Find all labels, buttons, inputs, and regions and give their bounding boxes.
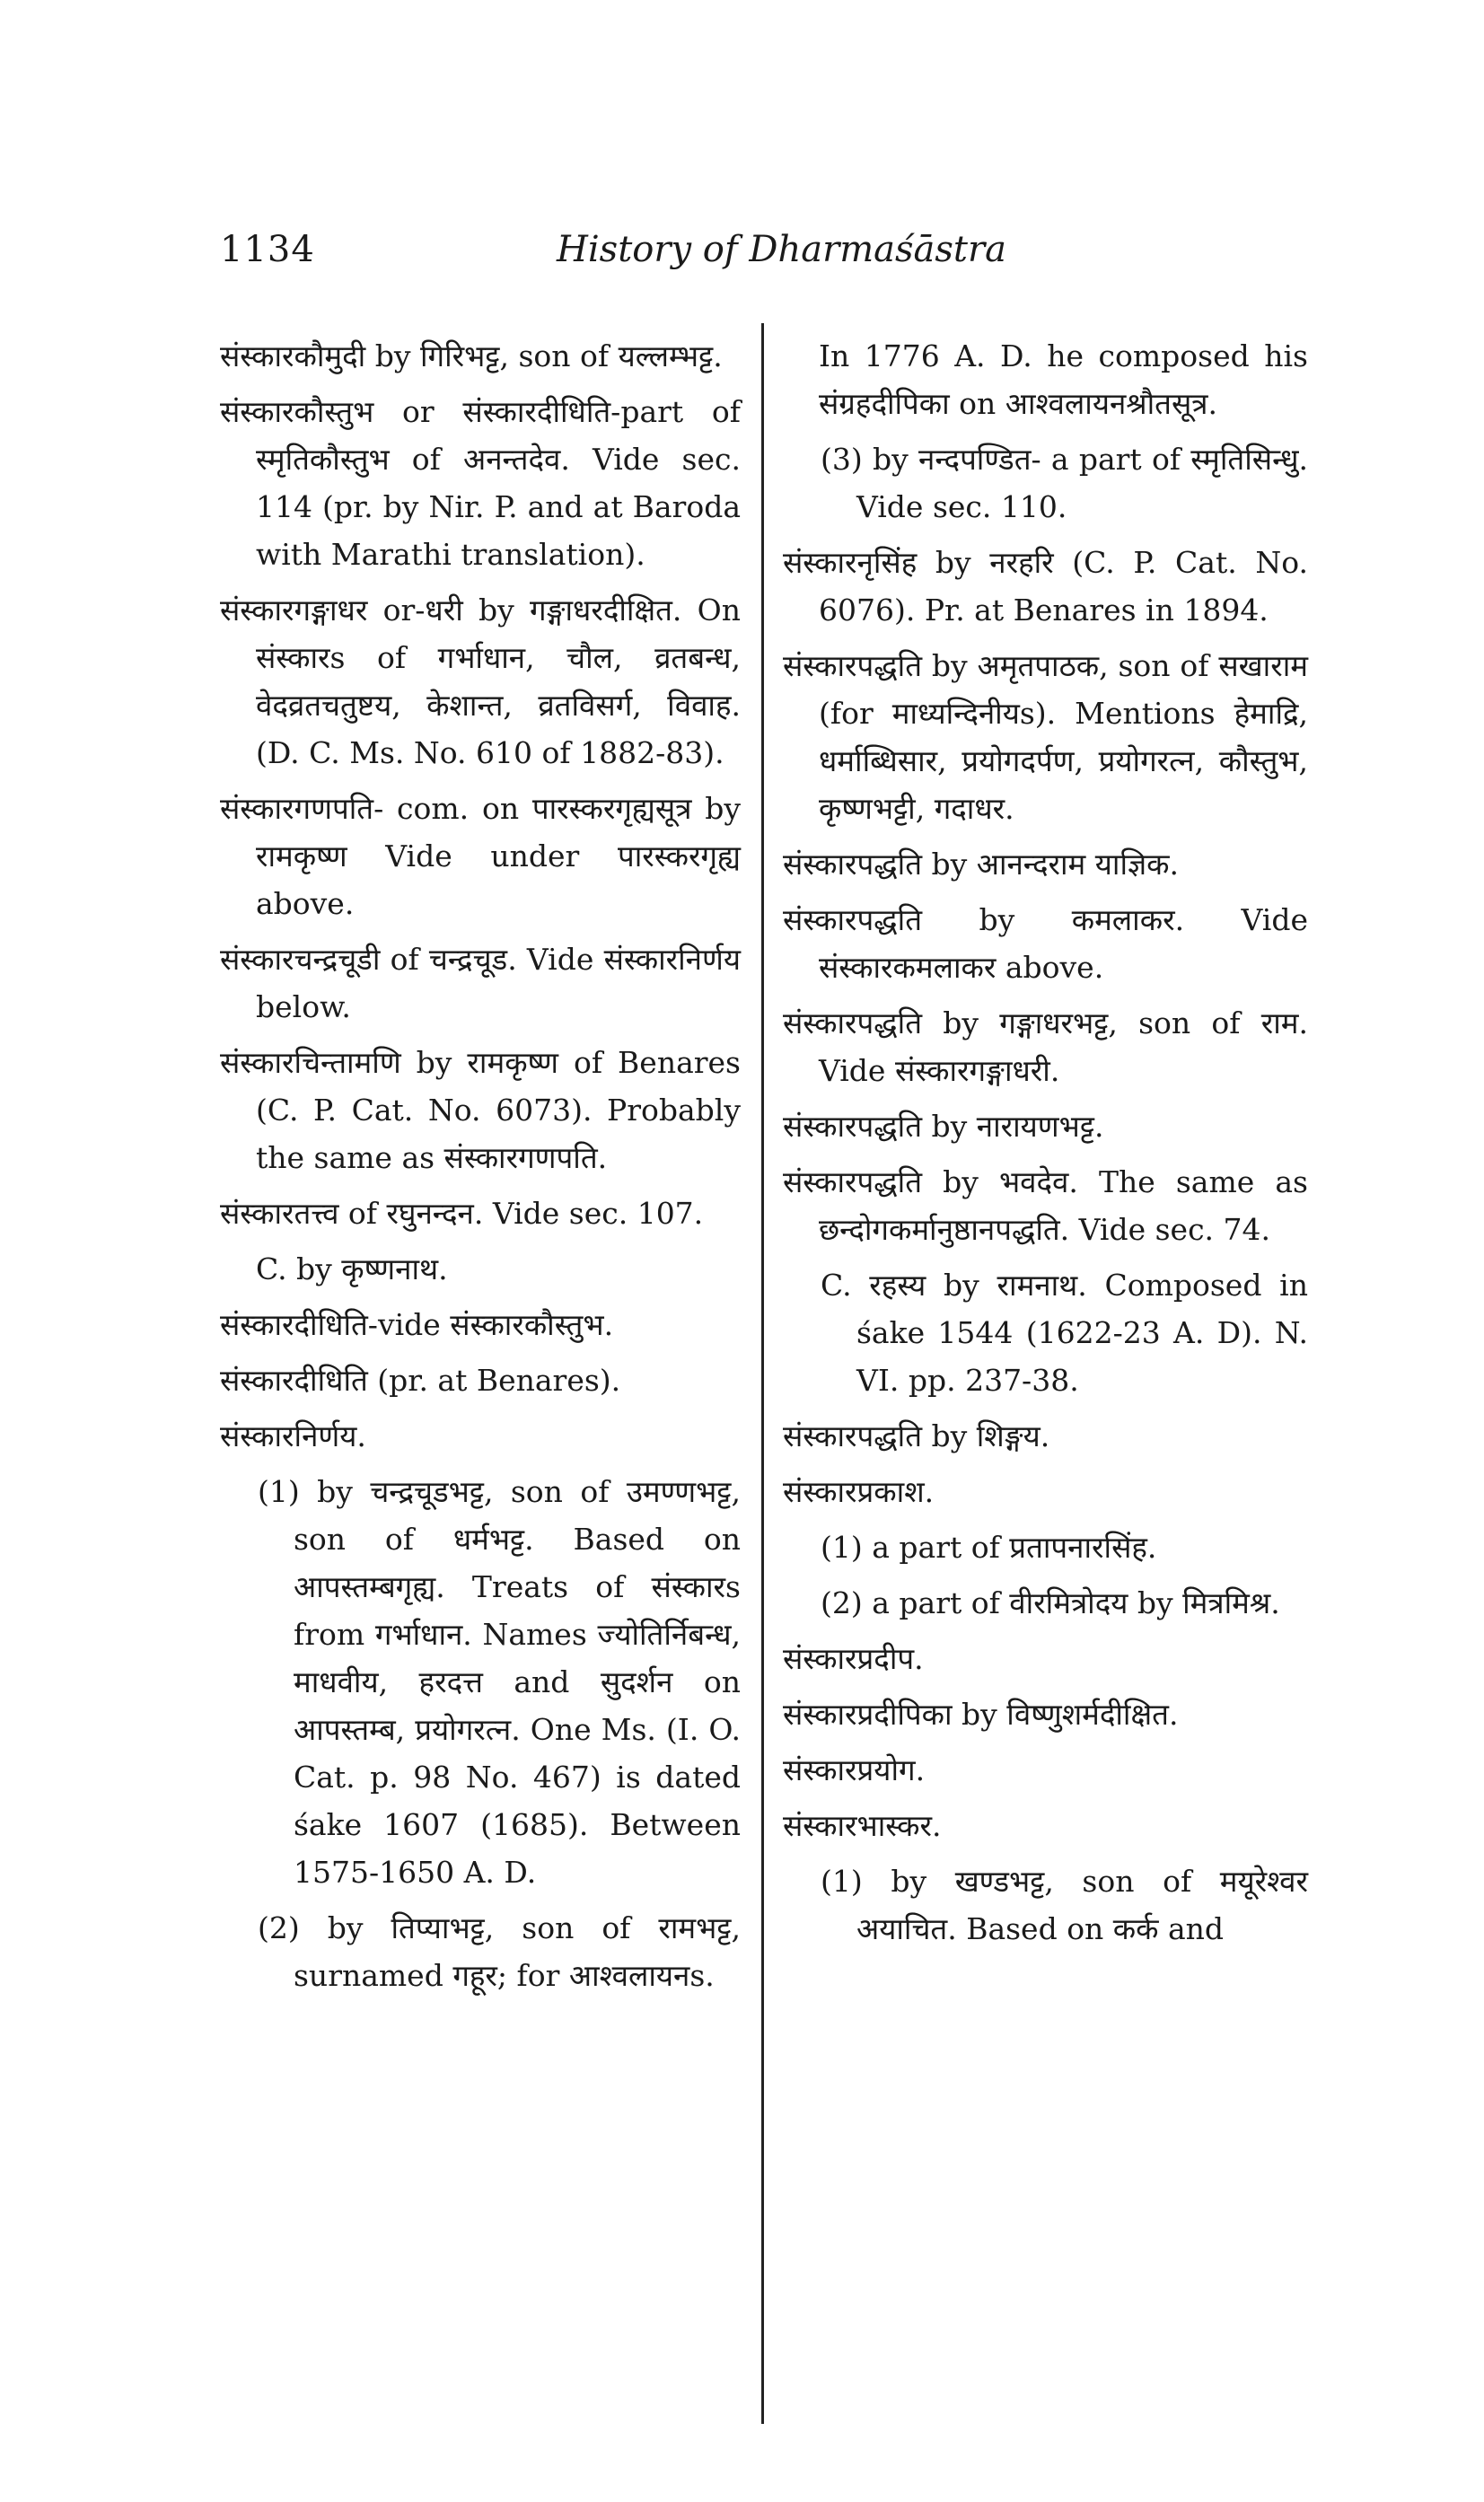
index-entry: संस्कारप्रदीप. (783, 1641, 924, 1676)
index-entry: संस्कारनृसिंह by नरहरि (C. P. Cat. No. 6076). Pr. at Benares in 1894. (783, 545, 1308, 628)
index-entry: संस्कारपद्धति by आनन्दराम याज्ञिक. (783, 847, 1179, 882)
index-entry: संस्कारप्रयोग. (783, 1752, 926, 1787)
index-entry: संस्कारभास्कर. (783, 1808, 942, 1843)
index-entry: संस्कारप्रकाश. (783, 1474, 935, 1509)
index-subentry: C. रहस्य by रामनाथ. Composed in śake 1544 (1622-23 A. D). N. VI. pp. 237-38. (821, 1268, 1308, 1398)
index-entry: संस्कारपद्धति by नारायणभट्ट. (783, 1109, 1104, 1144)
index-subentry: (1) a part of प्रतापनारसिंह. (821, 1530, 1157, 1565)
index-entry: संस्कारतत्त्व of रघुनन्दन. Vide sec. 107. (220, 1196, 704, 1231)
index-subentry: C. by कृष्णनाथ. (256, 1251, 448, 1286)
index-subentry: (1) by खण्डभट्ट, son of मयूरेश्वर अयाचित. Based on कर्क and (821, 1864, 1308, 1946)
index-entry: संस्कारचिन्तामणि by रामकृष्ण of Benares (C. P. Cat. No. 6073). Probably the same as संस्कारगणपति. (220, 1045, 741, 1175)
index-subentry: (2) a part of वीरमित्रोदय by मित्रमिश्र. (821, 1585, 1280, 1620)
index-entry: संस्कारकौमुदी by गिरिभट्ट, son of यल्लम्भट्ट. (220, 338, 723, 373)
right-column (783, 332, 1308, 1961)
index-entry: संस्कारपद्धति by अमृतपाठक, son of सखाराम (for माध्यन्दिनीयs). Mentions हेमाद्रि, धर्माब्धिसार, प्रयोगदर्पण, प्रयोगरत्न, कौस्तुभ, कृष्णभट्टी, गदाधर. (783, 648, 1308, 826)
running-title: History of Dharmaśāstra (557, 229, 1006, 270)
index-continuation: In 1776 A. D. he composed his संग्रहदीपिका on आश्वलायनश्रौतसूत्र. (819, 338, 1308, 421)
index-entry: संस्कारदीधिति-vide संस्कारकौस्तुभ. (220, 1307, 614, 1342)
index-entry: संस्कारप्रदीपिका by विष्णुशर्मदीक्षित. (783, 1697, 1179, 1732)
index-entry: संस्कारपद्धति by कमलाकर. Vide संस्कारकमलाकर above. (783, 902, 1308, 985)
index-subentry: (2) by तिप्याभट्ट, son of रामभट्ट, surnamed गहूर; for आश्वलायनs. (258, 1910, 741, 1993)
index-entry: संस्कारपद्धति by शिङ्गय. (783, 1418, 1050, 1453)
index-entry: संस्कारगङ्गाधर or-धरी by गङ्गाधरदीक्षित. On संस्कारs of गर्भाधान, चौल, व्रतबन्ध, वेदव्रतचतुष्टय, केशान्त, व्रतविसर्ग, विवाह. (D. C. Ms. No. 610 of 1882-83). (220, 593, 741, 770)
index-entry: संस्कारगणपति- com. on पारस्करगृह्यसूत्र by रामकृष्ण Vide under पारस्करगृह्य above. (220, 791, 741, 921)
left-column (220, 332, 741, 2007)
index-entry: संस्कारदीधिति (pr. at Benares). (220, 1363, 621, 1398)
index-subentry: (1) by चन्द्रचूडभट्ट, son of उमण्णभट्ट, son of धर्मभट्ट. Based on आपस्तम्बगृह्य. Treats of संस्कारs from गर्भाधान. Names ज्योतिर्निबन्ध, माधवीय, हरदत्त and सुदर्शन on आपस्तम्ब, प्रयोगरत्न. One Ms. (I. O. Cat. p. 98 No. 467) is dated śake 1607 (1685). Between 1575-1650 A. D. (258, 1474, 741, 1890)
index-entry: संस्कारचन्द्रचूडी of चन्द्रचूड. Vide संस्कारनिर्णय below. (220, 942, 741, 1024)
page-number: 1134 (220, 229, 315, 270)
index-entry: संस्कारपद्धति by गङ्गाधरभट्ट, son of राम. Vide संस्कारगङ्गाधरी. (783, 1005, 1308, 1088)
index-entry: संस्कारपद्धति by भवदेव. The same as छन्दोगकर्मानुष्ठानपद्धति. Vide sec. 74. (783, 1164, 1308, 1247)
index-entry: संस्कारनिर्णय. (220, 1418, 366, 1453)
index-subentry: (3) by नन्दपण्डित- a part of स्मृतिसिन्धु. Vide sec. 110. (821, 442, 1308, 524)
index-entry: संस्कारकौस्तुभ or संस्कारदीधिति-part of स्मृतिकौस्तुभ of अनन्तदेव. Vide sec. 114 (pr. by Nir. P. and at Baroda with Marathi translation). (220, 394, 741, 572)
column-divider (761, 323, 764, 2424)
